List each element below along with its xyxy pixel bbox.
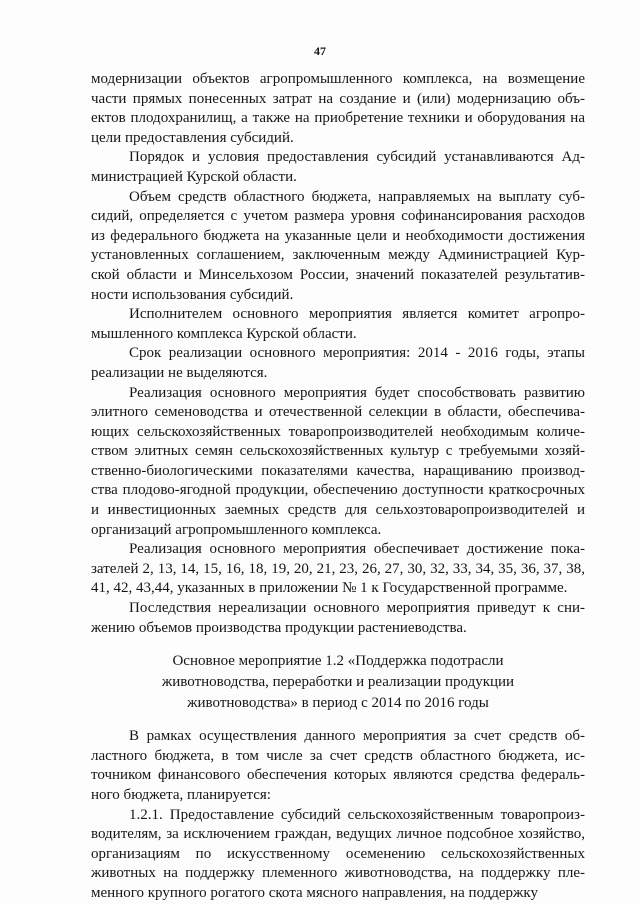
paragraph-expected-results: Реализация основного мероприятия будет способствовать развитию элитного семеноводства и отечественной селекции в области, обеспечивающих сельскохозяйственных товаропроизводителей необходимым количеством элитных семян сельскохозяйственных культур с требуемыми хозяйственно-биологическими показателями качества, наращиванию производства плодово-ягодной продукции, обеспечению доступности краткосрочных и инвестиционных заемных средств для сельхозтоваропроизводителей и организаций агропромышленного комплекса. xyxy=(91,384,585,538)
document-body xyxy=(91,70,585,904)
paragraph-indicators: Реализация основного мероприятия обеспечивает достижение показателей 2, 13, 14, 15, 16, 18, 19, 20, 21, 23, 26, 27, 30, 32, 33, 34, 35, 36, 37, 38, 41, 42, 43,44, указанных в приложении № 1 к Государственной программе. xyxy=(91,541,585,597)
paragraph-implementation-period: Срок реализации основного мероприятия: 2014 - 2016 годы, этапы реализации не выделяются. xyxy=(91,345,585,381)
section-heading-line: животноводства» в период с 2014 по 2016 годы xyxy=(187,695,489,712)
section-heading xyxy=(91,651,585,714)
section-heading-line: Основное мероприятие 1.2 «Поддержка подотрасли xyxy=(172,653,504,670)
paragraph-item-1-2-1: 1.2.1. Предоставление субсидий сельскохозяйственным товаропроизводителям, за исключением граждан, ведущих личное подсобное хозяйство, организациям по искусственному осеменению сельскохозяйственных животных на поддержку племенного животноводства, на поддержку племенного крупного рогатого скота мясного направления, на поддержку xyxy=(91,806,585,901)
paragraph-consequences: Последствия нереализации основного мероприятия приведут к снижению объемов производства продукции растениеводства. xyxy=(91,600,585,636)
paragraph-executor: Исполнителем основного мероприятия является комитет агропромышленного комплекса Курской области. xyxy=(91,306,585,342)
paragraph-continuation: модернизации объектов агропромышленного комплекса, на возмещение части прямых понесенных затрат на создание и (или) модернизацию объектов плодохранилищ, а также на приобретение техники и оборудования на цели предоставления субсидий. xyxy=(91,71,585,146)
paragraph-budget-volume: Объем средств областного бюджета, направляемых на выплату субсидий, определяется с учетом размера уровня софинансирования расходов из федерального бюджета на указанные цели и необходимости достижения установленных соглашением, заключенным между Администрацией Курской области и Минсельхозом России, значений показателей результативности использования субсидий. xyxy=(91,188,585,303)
section-heading-line: животноводства, переработки и реализации продукции xyxy=(161,674,515,691)
paragraph-section-intro: В рамках осуществления данного мероприятия за счет средств областного бюджета, в том числе за счет средств областного бюджета, источником финансового обеспечения которых являются средства федерального бюджета, планируется: xyxy=(91,728,585,803)
paragraph-subsidy-procedure: Порядок и условия предоставления субсидий устанавливаются Администрацией Курской области. xyxy=(91,149,585,185)
page-number: 47 xyxy=(314,44,326,58)
